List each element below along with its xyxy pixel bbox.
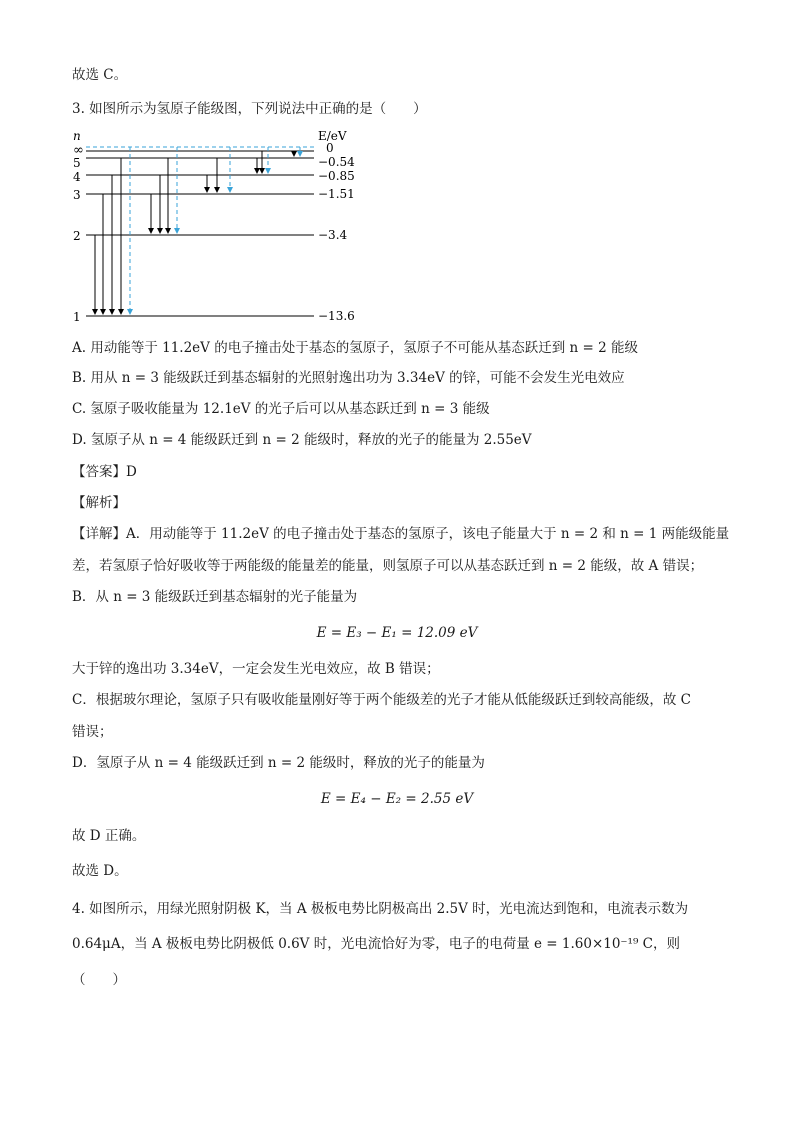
n-axis-label: n bbox=[73, 129, 81, 143]
q3-option-d: D. 氢原子从 n = 4 能级跃迁到 n = 2 能级时，释放的光子的能量为 2.55eV bbox=[72, 432, 532, 448]
detail-d-line2: 故 D 正确。 bbox=[72, 828, 146, 844]
energy-level-diagram bbox=[60, 124, 380, 328]
q3-option-c: C. 氢原子吸收能量为 12.1eV 的光子后可以从基态跃迁到 n = 3 能级 bbox=[72, 401, 490, 417]
prev-conclusion: 故选 C。 bbox=[72, 67, 128, 83]
energy-axis-label: E/eV bbox=[318, 129, 347, 143]
detail-d-line1: D．氢原子从 n = 4 能级跃迁到 n = 2 能级时，释放的光子的能量为 bbox=[72, 755, 485, 771]
detail-a-line2: 差，若氢原子恰好吸收等于两能级的能量差的能量，则氢原子可以从基态跃迁到 n = 2 能级，故 A 错误； bbox=[72, 558, 704, 574]
level-n-inf: ∞ bbox=[73, 143, 84, 158]
detail-b-line1: B．从 n = 3 能级跃迁到基态辐射的光子能量为 bbox=[72, 589, 358, 605]
level-n-4: 4 bbox=[73, 170, 81, 184]
level-e-3: −1.51 bbox=[318, 187, 355, 201]
level-e-5: −0.54 bbox=[318, 155, 355, 169]
level-e-4: −0.85 bbox=[318, 169, 355, 183]
detail-d-formula: E = E₄ − E₂ = 2.55 eV bbox=[320, 791, 474, 807]
detail-a-line1: 【详解】A．用动能等于 11.2eV 的电子撞击处于基态的氢原子，该电子能量大于 n = 2 和 n = 1 两能级能量 bbox=[72, 526, 730, 542]
level-n-2: 2 bbox=[73, 229, 81, 243]
level-n-1: 1 bbox=[73, 310, 81, 324]
q3-stem: 3. 如图所示为氢原子能级图，下列说法中正确的是（ ） bbox=[72, 101, 427, 117]
detail-c-line1: C．根据玻尔理论，氢原子只有吸收能量刚好等于两个能级差的光子才能从低能级跃迁到较高能级，故 C bbox=[72, 692, 691, 708]
q4-line3: （ ） bbox=[72, 972, 126, 988]
q3-conclusion: 故选 D。 bbox=[72, 863, 128, 879]
q3-answer: 【答案】D bbox=[72, 464, 137, 480]
detail-b-formula: E = E₃ − E₁ = 12.09 eV bbox=[316, 625, 478, 641]
level-n-5: 5 bbox=[73, 156, 81, 170]
level-e-1: −13.6 bbox=[318, 309, 355, 323]
q4-line2: 0.64μA，当 A 极板电势比阴极低 0.6V 时，光电流恰好为零，电子的电荷量 e = 1.60×10⁻¹⁹ C，则 bbox=[72, 936, 681, 952]
detail-c-line2: 错误； bbox=[72, 724, 113, 740]
q4-line1: 4. 如图所示，用绿光照射阴极 K，当 A 极板电势比阴极高出 2.5V 时，光电流达到饱和，电流表示数为 bbox=[72, 901, 689, 917]
level-e-2: −3.4 bbox=[318, 228, 348, 242]
q3-option-a: A. 用动能等于 11.2eV 的电子撞击处于基态的氢原子，氢原子不可能从基态跃迁到 n = 2 能级 bbox=[72, 340, 638, 356]
detail-b-line2: 大于锌的逸出功 3.34eV，一定会发生光电效应，故 B 错误； bbox=[72, 661, 440, 677]
q3-analysis-heading: 【解析】 bbox=[72, 495, 126, 511]
q3-option-b: B. 用从 n = 3 能级跃迁到基态辐射的光照射逸出功为 3.34eV 的锌，可能不会发生光电效应 bbox=[72, 370, 625, 386]
level-n-3: 3 bbox=[73, 188, 81, 202]
level-e-inf: 0 bbox=[326, 141, 334, 155]
